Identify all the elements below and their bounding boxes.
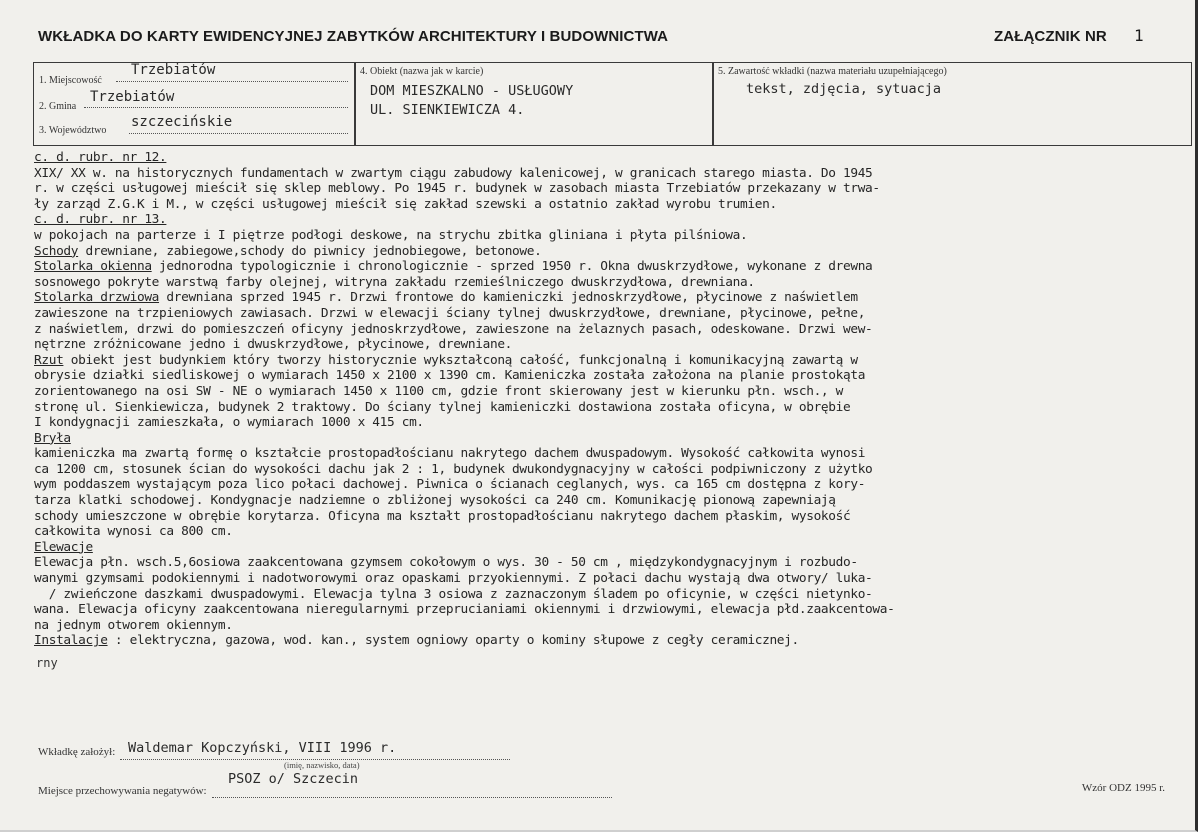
body-line-text: stronę ul. Sienkiewicza, budynek 2 traktowy. Do ściany tylnej kamieniczki dostawiona została oficyna, w obrębie [34, 399, 851, 415]
section-heading: Instalacje [34, 633, 108, 649]
section-heading: c. d. rubr. nr 12. [34, 150, 167, 165]
wojewodztwo-value: szczecińskie [131, 114, 233, 130]
body-line [34, 509, 1196, 525]
body-line-text: na jednym otworem okiennym. [34, 617, 233, 633]
body-line [34, 228, 1196, 244]
body-line-text: wanymi gzymsami podokiennymi i nadotworowymi oraz opaskami przyokiennymi. Z połaci dachu wystają dwa otwory/ luka- [34, 571, 873, 587]
body-line [34, 150, 1196, 166]
body-line-text: w pokojach na parterze i I piętrze podłogi deskowe, na strychu zbitka gliniana i płyta pilśniowa. [34, 227, 748, 243]
section-heading: Rzut [34, 352, 64, 368]
line-3 [129, 133, 348, 134]
storage-value: PSOZ o/ Szczecin [228, 771, 359, 787]
body-line-text: nętrzne zróżnicowane jedno i dwuskrzydłowe, płycinowe, drewniane. [34, 337, 513, 353]
body-line [34, 493, 1196, 509]
gmina-value: Trzebiatów [90, 89, 175, 105]
body-line-text: drewniane, zabiegowe,schody do piwnicy jednobiegowe, betonowe. [78, 243, 542, 259]
gmina-label: 2. Gmina [39, 101, 77, 112]
body-line [34, 477, 1196, 493]
body-line-text: I kondygnacji zamieszkała, o wymiarach 1000 x 415 cm. [34, 415, 424, 431]
body-line [34, 555, 1196, 571]
author-hint: (imię, nazwisko, data) [284, 760, 360, 770]
description-body [34, 150, 1196, 649]
body-line [34, 462, 1196, 478]
body-line-text: drewniana sprzed 1945 r. Drzwi frontowe do kamieniczki jednoskrzydłowe, płycinowe z naświetlem [159, 290, 858, 306]
body-line [34, 571, 1196, 587]
body-line [34, 524, 1196, 540]
object-label: 4. Obiekt (nazwa jak w karcie) [360, 66, 484, 77]
form-title: WKŁADKA DO KARTY EWIDENCYJNEJ ZABYTKÓW ARCHITEKTURY I BUDOWNICTWA [38, 28, 669, 45]
contents-label: 5. Zawartość wkładki (nazwa materiału uzupełniającego) [718, 66, 947, 77]
contents-value: tekst, zdjęcia, sytuacja [746, 81, 942, 97]
storage-label: Miejsce przechowywania negatywów: [38, 785, 207, 797]
body-line-text: zawieszone na trzpieniowych zawiasach. Drzwi w elewacji ściany tylnej dwuskrzydłowe, drewniane, płycinowe, pełne, [34, 305, 866, 321]
body-line-text: : elektryczna, gazowa, wod. kan., system ogniowy oparty o kominy słupowe z cegły ceramicznej. [107, 633, 799, 649]
body-line [34, 212, 1196, 228]
object-line-2: UL. SIENKIEWICZA 4. [370, 102, 525, 118]
body-line [34, 322, 1196, 338]
margin-note: rny [36, 656, 58, 670]
wojewodztwo-label: 3. Województwo [39, 125, 107, 136]
body-line [34, 400, 1196, 416]
body-line [34, 275, 1196, 291]
object-line-1: DOM MIESZKALNO - USŁUGOWY [370, 83, 574, 99]
body-line-text: Elewacja płn. wsch.5,6osiowa zaakcentowana gzymsem cokołowym o wys. 30 - 50 cm , międzykondygnacyjnym i rozbudo- [34, 555, 858, 571]
body-line-text: XIX/ XX w. na historycznych fundamentach w zwartym ciągu zabudowy kalenicowej, w granicach starego miasta. Do 1945 [34, 165, 873, 181]
body-line [34, 259, 1196, 275]
body-line [34, 197, 1196, 213]
body-line [34, 290, 1196, 306]
annex-number: 1 [1134, 26, 1144, 45]
body-line-text: kamieniczka ma zwartą formę o kształcie prostopadłościanu nakrytego dachem dwuspadowym. Wysokość całkowita wynosi [34, 446, 866, 462]
body-line [34, 384, 1196, 400]
body-line-text: r. w części usługowej mieścił się sklep meblowy. Po 1945 r. budynek w zasobach miasta Trzebiatów przekazany w trwa- [34, 181, 880, 197]
body-line [34, 306, 1196, 322]
body-line [34, 244, 1196, 260]
body-line [34, 166, 1196, 182]
body-line [34, 540, 1196, 556]
body-line-text: obiekt jest budynkiem który tworzy historycznie wykształconą całość, funkcjonalną i komunikacyjną zawartą w [63, 352, 858, 368]
body-line-text: ły zarząd Z.G.K i M., w części usługowej mieścił się zakład szewski a ostatnio zakład wyrobu trumien. [34, 196, 777, 212]
section-heading: Stolarka drzwiowa [34, 290, 160, 306]
body-line-text: zorientowanego na osi SW - NE o wymiarach 1450 x 1100 cm, gdzie front skierowany jest w kierunku płn. wsch., w [34, 383, 843, 399]
author-value: Waldemar Kopczyński, VIII 1996 r. [128, 740, 397, 756]
object-box [355, 62, 713, 146]
line-1 [116, 81, 348, 82]
annex-label: ZAŁĄCZNIK NR [994, 28, 1107, 45]
body-line [34, 368, 1196, 384]
body-line-text: tarza klatki schodowej. Kondygnacje nadziemne o zbliżonej wysokości ca 240 cm. Komunikację pionową zapewniają [34, 493, 836, 509]
section-heading: Bryła [34, 430, 71, 446]
author-label: Wkładkę założył: [38, 746, 116, 758]
body-line [34, 415, 1196, 431]
location-box [33, 62, 355, 146]
section-heading: Stolarka okienna [34, 259, 152, 275]
body-line-text: całkowita wynosi ca 800 cm. [34, 524, 233, 540]
body-line [34, 633, 1196, 649]
body-line [34, 587, 1196, 603]
body-line-text: schody umieszczone w obrębie korytarza. Oficyna ma kształt prostopadłościanu nakrytego dachem płaskim, wysokość [34, 508, 851, 524]
body-line [34, 337, 1196, 353]
contents-box [713, 62, 1192, 146]
form-version: Wzór ODZ 1995 r. [1081, 782, 1165, 794]
miejscowosc-value: Trzebiatów [131, 62, 216, 78]
body-line-text: jednorodna typologicznie i chronologicznie - sprzed 1950 r. Okna dwuskrzydłowe, wykonane z drewna [151, 259, 873, 275]
body-line [34, 618, 1196, 634]
body-line-text: ca 1200 cm, stosunek ścian do wysokości dachu jak 2 : 1, budynek dwukondygnacyjny w całości podpiwniczony z użytko [34, 461, 873, 477]
section-heading: c. d. rubr. nr 13. [34, 212, 167, 228]
body-line [34, 431, 1196, 447]
line-2 [84, 107, 348, 108]
section-heading: Schody [34, 243, 79, 259]
body-line-text: / zwieńczone daszkami dwuspadowymi. Elewacja tylna 3 osiowa z zaznaczonym śladem po oficynie, w części nietynko- [34, 586, 873, 602]
body-line-text: obrysie działki siedliskowej o wymiarach 1450 x 2100 x 1390 cm. Kamieniczka została założona na planie prostokąta [34, 368, 866, 384]
body-line-text: wym poddaszem wystającym poza lico połaci dachowej. Piwnica o ścianach ceglanych, wys. ca 165 cm dostępna z kory- [34, 477, 866, 493]
miejscowosc-label: 1. Miejscowość [39, 75, 102, 86]
body-line-text: z naświetlem, drzwi do pomieszczeń oficyny jednoskrzydłowe, zawieszone na żelaznych pasach, odeskowane. Drzwi wew- [34, 321, 873, 337]
body-line [34, 446, 1196, 462]
section-heading: Elewacje [34, 539, 93, 555]
body-line [34, 602, 1196, 618]
body-line [34, 353, 1196, 369]
body-line [34, 181, 1196, 197]
body-line-text: sosnowego pokryte warstwą farby olejnej, witryna zakładu rzemieślniczego dwuskrzydłowa, drewniana. [34, 274, 755, 290]
storage-line [212, 797, 612, 798]
body-line-text: wana. Elewacja oficyny zaakcentowana nieregularnymi przeprucianiami okiennymi i drzwiowymi, elewacja płd.zaakcentowa- [34, 602, 895, 618]
